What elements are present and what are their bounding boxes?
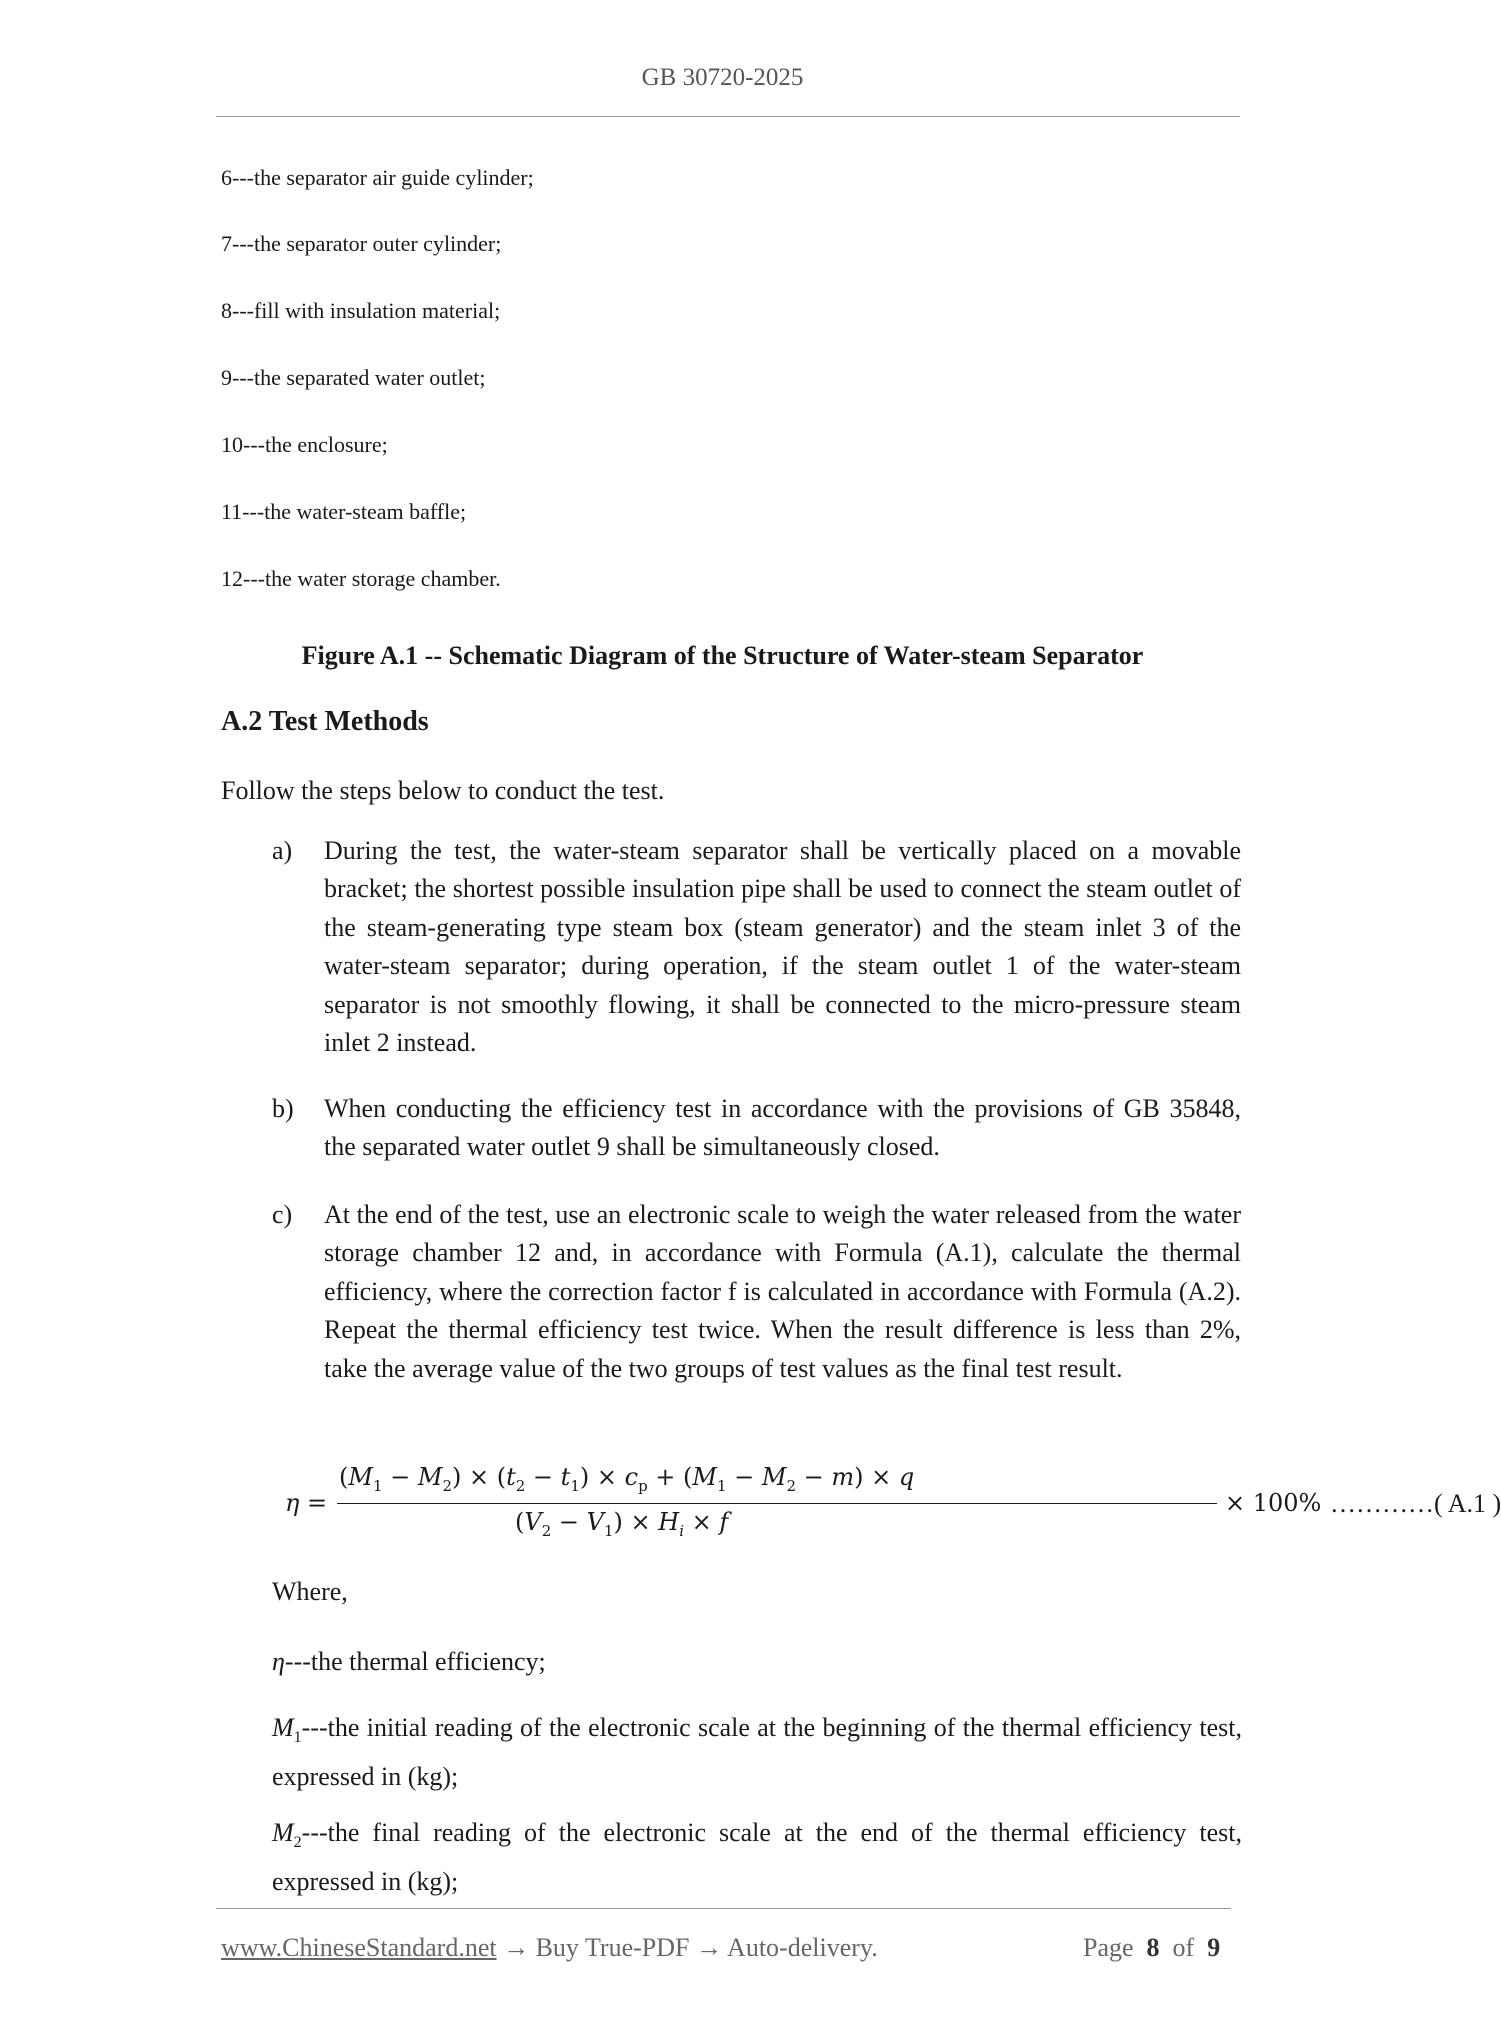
formula-denominator: $(V_2 - V_1) \times H_i \times f$ xyxy=(515,1508,729,1540)
fraction-bar xyxy=(337,1503,1217,1504)
step-text: When conducting the efficiency test in accordance with the provisions of GB 35848, the separated water outlet 9 shall be simultaneously closed. xyxy=(324,1094,1241,1162)
legend-item: 11---the water-steam baffle; xyxy=(221,499,467,524)
definition-item xyxy=(272,1814,1242,1901)
page-total: 9 xyxy=(1207,1933,1221,1962)
step-item xyxy=(221,1196,1241,1388)
legend-item: 10---the enclosure; xyxy=(221,432,388,457)
formula-equals: = xyxy=(307,1489,328,1517)
where-label: Where, xyxy=(272,1577,348,1606)
definition-subscript: 1 xyxy=(293,1729,302,1747)
footer-promo xyxy=(221,1933,878,1963)
page-word: Page xyxy=(1083,1933,1134,1962)
legend-item: 8---fill with insulation material; xyxy=(221,298,501,323)
header-divider xyxy=(216,116,1240,117)
section-intro: Follow the steps below to conduct the test. xyxy=(221,776,665,805)
formula-a1 xyxy=(285,1463,1501,1543)
legend-item: 7---the separator outer cylinder; xyxy=(221,231,502,256)
page-header: GB 30720-2025 xyxy=(641,64,804,91)
legend-item: 6---the separator air guide cylinder; xyxy=(221,165,534,190)
definition-text: ---the final reading of the electronic scale at the end of the thermal efficiency test, expressed in (kg); xyxy=(272,1818,1242,1896)
footer-tagline: → Buy True-PDF → Auto-delivery. xyxy=(496,1933,878,1962)
step-text: At the end of the test, use an electronic scale to weigh the water released from the water storage chamber 12 and, in accordance with Formula (A.1), calculate the thermal efficiency, where the correction factor f is calculated in accordance with Formula (A.2). Repeat the thermal efficiency test twice. When the result difference is less than 2%, take the average value of the two groups of test values as the final test result. xyxy=(324,1200,1241,1383)
definition-text: ---the thermal efficiency; xyxy=(284,1647,546,1676)
step-text: During the test, the water-steam separator shall be vertically placed on a movable bracket; the shortest possible insulation pipe shall be used to connect the steam outlet of the steam-generating type steam box (steam generator) and the steam inlet 3 of the water-steam separator; during operation, if the steam outlet 1 of the water-steam separator is not smoothly flowing, it shall be connected to the micro-pressure steam inlet 2 instead. xyxy=(324,836,1241,1058)
step-marker: b) xyxy=(272,1094,294,1123)
formula-label: …………( A.1 ) xyxy=(1330,1489,1501,1518)
definition-symbol: M xyxy=(272,1818,294,1847)
of-word: of xyxy=(1172,1933,1195,1962)
definition-subscript: 2 xyxy=(293,1834,302,1852)
step-item xyxy=(221,1090,1241,1167)
figure-caption: Figure A.1 -- Schematic Diagram of the Structure of Water-steam Separator xyxy=(301,641,1144,670)
site-link[interactable]: www.ChineseStandard.net xyxy=(221,1933,497,1962)
page-number: 8 xyxy=(1146,1933,1160,1962)
footer-divider xyxy=(216,1908,1231,1909)
step-marker: c) xyxy=(272,1200,293,1229)
definition-item xyxy=(272,1643,1242,1681)
definition-item xyxy=(272,1709,1242,1796)
legend-item: 12---the water storage chamber. xyxy=(221,566,501,591)
step-item xyxy=(221,832,1241,1062)
formula-numerator: $(M_1 - M_2) \times (t_2 - t_1) \times c_p + (M_1 - M_2 - m) \times q$ xyxy=(339,1463,915,1495)
page-indicator xyxy=(1083,1933,1220,1963)
step-marker: a) xyxy=(272,836,293,865)
legend-item: 9---the separated water outlet; xyxy=(221,365,486,390)
formula-multiplier: × 100% xyxy=(1225,1489,1322,1517)
definition-text: ---the initial reading of the electronic scale at the beginning of the thermal efficiency test, expressed in (kg); xyxy=(272,1713,1242,1791)
formula-lhs: η xyxy=(285,1489,300,1517)
definition-symbol: M xyxy=(272,1713,294,1742)
section-heading: A.2 Test Methods xyxy=(221,706,429,737)
definition-symbol: η xyxy=(272,1647,285,1676)
